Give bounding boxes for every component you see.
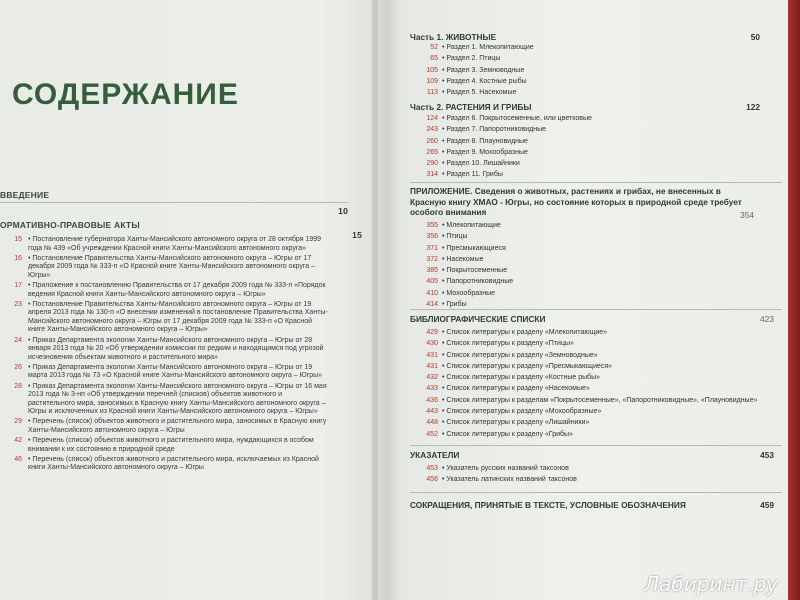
toc-entry-page: 405 — [426, 278, 438, 286]
toc-entry — [0, 255, 330, 281]
toc-entry — [410, 288, 750, 299]
toc-entry-page: 431 — [426, 351, 438, 359]
toc-entry-text: • Покрытосеменные — [442, 267, 508, 275]
toc-entry-text: • Пресмыкающиеся — [442, 244, 506, 252]
toc-entry-page: 113 — [426, 89, 438, 97]
toc-entry-text: • Раздел 1. Млекопитающие — [442, 44, 534, 51]
toc-entry-page: 290 — [426, 160, 438, 168]
toc-entry — [410, 53, 750, 64]
watermark: Лабиринт.ру — [644, 572, 778, 596]
toc-entry — [410, 113, 750, 124]
toc-entry — [410, 327, 770, 338]
toc-entry — [410, 361, 770, 372]
toc-entry-text: • Раздел 11. Грибы — [442, 171, 503, 179]
toc-entry-text: • Раздел 9. Мохообразные — [442, 148, 528, 156]
toc-entry — [0, 282, 330, 299]
toc-entry-text: • Раздел 6. Покрытосеменные, или цветковые — [442, 115, 592, 122]
toc-intro-label: ВВЕДЕНИЕ — [0, 190, 50, 200]
toc-entry-page: 456 — [426, 476, 438, 484]
toc-entry-text: • Список литературы к разделу «Земноводные» — [442, 351, 598, 359]
toc-entry-page: 433 — [426, 385, 438, 393]
toc-entry-page: 265 — [426, 148, 438, 156]
toc-entry — [410, 474, 750, 485]
book-cover-edge — [788, 0, 800, 600]
toc-entry — [410, 136, 750, 147]
toc-entry-text: • Раздел 10. Лишайники — [442, 160, 520, 168]
divider — [0, 202, 348, 203]
toc-entry-page: 372 — [426, 255, 438, 263]
toc-entry-page: 29 — [14, 418, 22, 426]
toc-part1-label: Часть 1. ЖИВОТНЫЕ — [410, 32, 497, 42]
divider — [410, 309, 782, 310]
toc-entry-text: • Приказ Департамента экологии Ханты-Мансийского автономного округа – Югры от 16 мая 2013 года № 3-нп «Об утверждении перечней (списков) объектов животного и растительного мира, заносимых в Красную книгу Ханты-Мансийского автономного округа – Югры и исключенных из Красной книги Ханты-Мансийского автономного округа – Югры» — [28, 382, 327, 416]
toc-entry-page: 414 — [426, 301, 438, 309]
toc-entry-text: • Перечень (список) объектов животного и растительного мира, заносимых в Красную книгу Ханты-Мансийского автономного округа – Югры — [28, 418, 327, 434]
toc-abbr-page: 459 — [760, 500, 774, 510]
toc-entry-page: 448 — [426, 419, 438, 427]
toc-entry-text: • Список литературы к разделу «Пресмыкающиеся» — [442, 362, 613, 370]
toc-entry — [410, 65, 750, 76]
toc-entry-page: 429 — [426, 329, 438, 336]
toc-entry — [410, 147, 750, 158]
toc-entry — [410, 417, 770, 428]
toc-entry-page: 15 — [14, 236, 22, 243]
toc-entry-page: 65 — [430, 55, 438, 63]
toc-indexes-page: 453 — [760, 450, 774, 460]
toc-entry-text: • Список литературы к разделу «Насекомые» — [442, 385, 590, 393]
part2-list — [410, 113, 750, 181]
page-title: СОДЕРЖАНИЕ — [12, 78, 239, 111]
toc-entry — [410, 350, 770, 361]
toc-entry-page: 371 — [426, 244, 438, 252]
toc-entry-page: 16 — [14, 254, 22, 262]
toc-entry-text: • Приказ Департамента экологии Ханты-Мансийского автономного округа – Югры от 28 января 2013 года № 20 «Об утверждении комиссии по редким и находящимся под угрозой исчезновения объектам животного и растительного мира» — [28, 336, 324, 361]
toc-entry-page: 124 — [426, 115, 438, 122]
toc-intro-page: 10 — [338, 206, 348, 216]
toc-entry-text: • Постановление Правительства Ханты-Мансийского автономного округа – Югры от 17 декабря 2009 года № 333-п «О Красной книге Ханты-Мансийского автономного округа – Югры» — [28, 254, 315, 279]
toc-entry-page: 52 — [430, 44, 438, 51]
toc-entry-page: 105 — [426, 66, 438, 74]
toc-entry-text: • Млекопитающие — [442, 222, 501, 229]
toc-acts-label: ОРМАТИВНО-ПРАВОВЫЕ АКТЫ — [0, 220, 140, 230]
toc-indexes-label: УКАЗАТЕЛИ — [410, 450, 460, 460]
toc-biblio-label: БИБЛИОГРАФИЧЕСКИЕ СПИСКИ — [410, 314, 546, 324]
toc-entry — [410, 463, 750, 474]
toc-entry — [410, 429, 770, 440]
indexes-list — [410, 463, 750, 486]
toc-entry — [410, 158, 750, 169]
divider — [410, 445, 782, 446]
toc-entry-page: 24 — [14, 336, 22, 344]
acts-list — [0, 236, 330, 474]
toc-entry-text: • Раздел 8. Плауновидные — [442, 137, 528, 145]
toc-entry — [0, 301, 330, 335]
toc-entry-text: • Раздел 3. Земноводные — [442, 66, 525, 74]
toc-entry — [0, 364, 330, 381]
toc-entry-text: • Раздел 4. Костные рыбы — [442, 77, 527, 85]
toc-entry-page: 385 — [426, 267, 438, 275]
toc-entry-text: • Постановление губернатора Ханты-Мансийского автономного округа от 28 октября 1999 года № 439 «Об учреждении Красной книги Ханты-Мансийского автономного округа» — [28, 236, 322, 252]
toc-entry-text: • Птицы — [442, 233, 468, 241]
toc-entry-text: • Раздел 5. Насекомые — [442, 89, 517, 97]
toc-entry — [410, 265, 750, 276]
toc-entry-page: 356 — [426, 233, 438, 241]
toc-biblio-page: 423 — [760, 314, 774, 324]
toc-entry-text: • Список литературы к разделам «Покрытосеменные», «Папоротниковидные», «Плауновидные» — [442, 396, 758, 404]
divider — [410, 182, 782, 183]
toc-entry-text: • Приложение к постановлению Правительства от 17 декабря 2009 года № 333-п «Порядок ведения Красной книги Ханты-Мансийского автономного округа – Югры» — [28, 281, 326, 298]
biblio-list — [410, 327, 770, 440]
toc-entry — [410, 220, 750, 231]
toc-entry-text: • Список литературы к разделу «Лишайники» — [442, 419, 590, 427]
toc-appendix-label: ПРИЛОЖЕНИЕ. Сведения о животных, растениях и грибах, не внесенных в Красную книгу ХМАО - Югры, но состояние которых в природной среде требует особого внимания — [410, 186, 742, 217]
toc-entry-text: • Постановление Правительства Ханты-Мансийского автономного округа – Югры от 19 апреля 2013 года № 130-п «О внесении изменений в постановление Правительства Ханты-Мансийского автономного округа – Югры от 17 декабря 2009 года № 333-п «О Красной книге Ханты-Мансийского автономного округа – Югры» — [28, 300, 328, 334]
toc-entry — [410, 254, 750, 265]
toc-acts — [0, 220, 362, 240]
toc-entry — [0, 383, 330, 417]
toc-entry — [410, 243, 750, 254]
toc-entry-page: 410 — [426, 289, 438, 297]
toc-entry-text: • Перечень (список) объектов животного и растительного мира, нуждающихся в особом внимании к их состоянию в природной среде — [28, 437, 314, 453]
toc-entry-text: • Указатель латинских названий таксонов — [442, 476, 577, 484]
toc-entry-text: • Раздел 2. Птицы — [442, 55, 501, 63]
toc-abbr-label: СОКРАЩЕНИЯ, ПРИНЯТЫЕ В ТЕКСТЕ, УСЛОВНЫЕ ОБОЗНАЧЕНИЯ — [410, 500, 686, 510]
toc-entry — [410, 372, 770, 383]
toc-entry — [410, 124, 750, 135]
toc-part2 — [410, 102, 782, 113]
toc-entry-text: • Список литературы к разделу «Мохообразные» — [442, 408, 602, 416]
toc-entry — [0, 437, 330, 454]
divider — [410, 492, 782, 493]
toc-appendix — [410, 186, 750, 218]
toc-entry-page: 26 — [14, 363, 22, 371]
toc-entry-text: • Раздел 7. Папоротниковидные — [442, 126, 547, 134]
toc-entry-page: 42 — [14, 437, 22, 445]
toc-entry-text: • Приказ Департамента экологии Ханты-Мансийского автономного округа – Югры от 19 марта 2013 года № 73 «О Красной книге Ханты-Мансийского автономного округа – Югры» — [28, 363, 323, 380]
toc-entry-page: 260 — [426, 137, 438, 145]
toc-entry — [410, 76, 750, 87]
toc-part1-page: 50 — [750, 32, 760, 42]
right-page — [390, 0, 788, 600]
toc-entry — [410, 42, 750, 53]
toc-entry — [410, 231, 750, 242]
toc-entry — [410, 276, 750, 287]
toc-entry-text: • Список литературы к разделу «Млекопитающие» — [442, 329, 608, 336]
toc-entry-text: • Грибы — [442, 301, 467, 309]
toc-entry-text: • Список литературы к разделу «Костные рыбы» — [442, 374, 601, 382]
toc-entry-text: • Список литературы к разделу «Птицы» — [442, 340, 574, 348]
toc-intro — [0, 190, 348, 216]
toc-appendix-page: 354 — [740, 210, 754, 220]
toc-entry-page: 17 — [14, 281, 22, 289]
toc-entry — [410, 395, 770, 406]
toc-entry-page: 355 — [426, 222, 438, 229]
appendix-list — [410, 220, 750, 310]
toc-abbr — [410, 500, 782, 511]
toc-entry — [410, 169, 750, 180]
toc-acts-page: 15 — [352, 230, 362, 240]
toc-entry-text: • Перечень (список) объектов животного и растительного мира, исключаемых из Красной книги Ханты-Мансийского автономного округа – Югры — [28, 455, 319, 472]
toc-entry-text: • Насекомые — [442, 255, 484, 263]
toc-entry — [410, 383, 770, 394]
toc-entry-page: 432 — [426, 374, 438, 382]
toc-entry-page: 28 — [14, 382, 22, 390]
toc-entry — [410, 87, 750, 98]
toc-part2-label: Часть 2. РАСТЕНИЯ И ГРИБЫ — [410, 102, 532, 112]
toc-indexes — [410, 450, 782, 461]
toc-entry-page: 436 — [426, 396, 438, 404]
toc-entry — [0, 337, 330, 363]
toc-entry-page: 443 — [426, 408, 438, 416]
toc-entry — [410, 338, 770, 349]
toc-entry-page: 46 — [14, 455, 22, 463]
toc-entry-page: 243 — [426, 126, 438, 134]
toc-entry-text: • Мохообразные — [442, 289, 496, 297]
toc-part1 — [410, 32, 782, 43]
toc-entry-page: 109 — [426, 77, 438, 85]
toc-entry — [0, 236, 330, 253]
left-page — [0, 0, 375, 600]
toc-entry — [410, 406, 770, 417]
toc-entry-page: 453 — [426, 465, 438, 472]
toc-entry — [0, 456, 330, 473]
toc-entry-page: 430 — [426, 340, 438, 348]
toc-entry-text: • Список литературы к разделу «Грибы» — [442, 430, 573, 438]
toc-entry-text: • Указатель русских названий таксонов — [442, 465, 569, 472]
toc-entry-page: 431 — [426, 362, 438, 370]
toc-part2-page: 122 — [746, 102, 760, 112]
toc-entry-page: 314 — [426, 171, 438, 179]
part1-list — [410, 42, 750, 98]
toc-entry-page: 452 — [426, 430, 438, 438]
toc-entry-page: 23 — [14, 300, 22, 308]
toc-entry — [0, 418, 330, 435]
toc-entry-text: • Папоротниковидные — [442, 278, 514, 286]
toc-biblio — [410, 314, 782, 325]
